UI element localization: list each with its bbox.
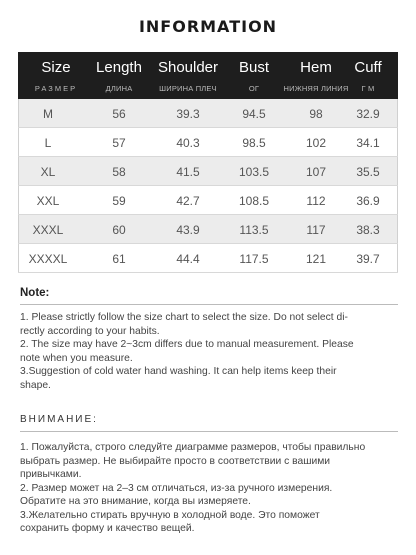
table-cell: 108.5 xyxy=(238,194,270,208)
ru-note-heading: ВНИМАНИЕ: xyxy=(20,414,98,425)
row-border-right xyxy=(397,215,398,244)
table-cell: XXL xyxy=(36,194,60,208)
table-cell: 34.1 xyxy=(356,136,380,150)
row-border-right xyxy=(397,99,398,128)
row-border-right xyxy=(397,157,398,186)
table-row xyxy=(18,99,398,128)
table-row xyxy=(18,186,398,215)
row-divider xyxy=(18,272,398,273)
column-subheader: ДЛИНА xyxy=(105,84,133,93)
table-cell: 56 xyxy=(112,107,126,121)
table-cell: 61 xyxy=(112,252,126,266)
table-cell: 36.9 xyxy=(356,194,380,208)
table-cell: XXXL xyxy=(32,223,64,237)
column-subheader: Г М xyxy=(361,84,375,93)
table-row xyxy=(18,128,398,157)
table-cell: 113.5 xyxy=(239,223,269,237)
column-subheader: ШИРИНА ПЛЕЧ xyxy=(159,84,217,93)
text-line: привычками. xyxy=(20,469,82,480)
text-line: Обратите на это внимание, когда вы измеряете. xyxy=(20,496,251,507)
text-line: shape. xyxy=(20,379,51,391)
page-title: INFORMATION xyxy=(138,17,278,36)
text-line: 3.Желательно стирать вручную в холодной воде. Это поможет xyxy=(20,509,320,521)
table-cell: 103.5 xyxy=(238,165,270,179)
row-border-right xyxy=(397,244,398,273)
table-row xyxy=(18,215,398,244)
text-line: 3.Suggestion of cold water hand washing. It can help items keep their xyxy=(20,366,337,377)
text-line: 2. The size may have 2~3cm differs due to manual measurement. Please xyxy=(20,339,354,350)
note-divider xyxy=(20,304,398,305)
column-header: Shoulder xyxy=(157,59,219,76)
column-subheader: НИЖНЯЯ ЛИНИЯ xyxy=(283,84,349,93)
table-header-row xyxy=(18,52,398,99)
table-cell: 102 xyxy=(305,136,327,150)
table-cell: 98.5 xyxy=(242,136,266,150)
ru-note-text xyxy=(20,441,398,536)
column-header: Bust xyxy=(238,59,269,76)
table-cell: 43.9 xyxy=(176,223,200,237)
table-cell: 57 xyxy=(112,136,126,150)
table-cell: 42.7 xyxy=(176,194,200,208)
column-header: Size xyxy=(41,59,71,76)
table-cell: 44.4 xyxy=(176,252,200,266)
table-cell: 60 xyxy=(112,223,126,237)
table-cell: L xyxy=(44,136,52,150)
text-line: выбрать размер. Не выбирайте просто в соответствии с вашими xyxy=(20,455,331,467)
table-cell: 112 xyxy=(306,194,326,208)
table-cell: 39.7 xyxy=(356,252,380,266)
ru-note-divider xyxy=(20,431,398,432)
text-line: rectly according to your habits. xyxy=(20,325,160,337)
column-subheader: РАЗМЕР xyxy=(34,84,78,93)
table-cell: 41.5 xyxy=(176,165,200,179)
text-line: note when you measure. xyxy=(20,352,133,364)
table-cell: 40.3 xyxy=(176,136,200,150)
table-cell: 39.3 xyxy=(176,107,200,121)
table-cell: 117.5 xyxy=(239,252,269,266)
note-heading: Note: xyxy=(20,287,50,299)
column-header: Length xyxy=(96,59,142,76)
column-subheader: ОГ xyxy=(248,84,260,93)
note-text xyxy=(20,311,398,392)
table-row xyxy=(18,244,398,273)
table-cell: 121 xyxy=(305,252,327,266)
size-chart-table xyxy=(18,52,398,273)
table-row xyxy=(18,157,398,186)
table-cell: 107 xyxy=(305,165,327,179)
row-border-right xyxy=(397,128,398,157)
text-line: сохранить форму и качество вещей. xyxy=(20,523,195,534)
table-cell: 38.3 xyxy=(356,223,380,237)
table-cell: XXXXL xyxy=(28,252,68,266)
table-cell: 94.5 xyxy=(242,107,266,121)
text-line: 2. Размер может на 2–3 см отличаться, из-за ручного измерения. xyxy=(20,482,333,494)
table-cell: 98 xyxy=(309,107,323,121)
text-line: 1. Пожалуйста, строго следуйте диаграмме размеров, чтобы правильно xyxy=(20,442,366,453)
text-line: 1. Please strictly follow the size chart to select the size. Do not select di- xyxy=(20,312,348,323)
table-cell: XL xyxy=(40,165,56,179)
column-header: Hem xyxy=(300,59,332,76)
table-cell: 32.9 xyxy=(356,107,380,121)
column-header: Cuff xyxy=(354,59,382,76)
table-cell: 59 xyxy=(112,194,126,208)
table-cell: 117 xyxy=(306,223,326,237)
table-cell: M xyxy=(43,107,53,121)
row-border-right xyxy=(397,186,398,215)
table-cell: 35.5 xyxy=(356,165,380,179)
table-cell: 58 xyxy=(112,165,126,179)
